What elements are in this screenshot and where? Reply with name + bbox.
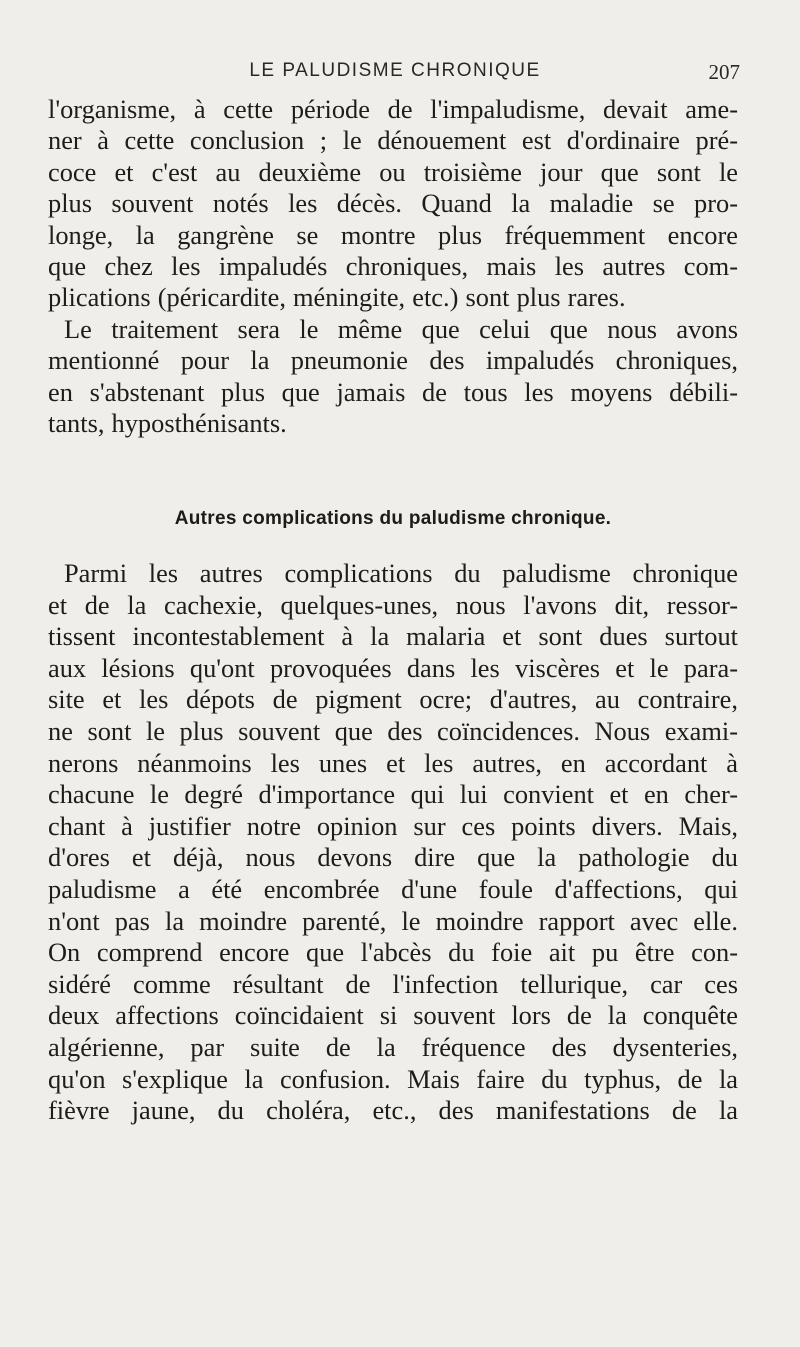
text-line: chacune le degré d'importance qui lui convient et en cher- bbox=[48, 779, 738, 810]
section-heading: Autres complications du paludisme chronique. bbox=[174, 508, 612, 529]
text-line: ner à cette conclusion ; le dénouement est d'ordinaire pré- bbox=[48, 125, 738, 156]
text-line: tants, hyposthénisants. bbox=[48, 407, 287, 438]
text-line: l'organisme, à cette période de l'impaludisme, devait ame- bbox=[48, 94, 738, 124]
text-line: d'ores et déjà, nous devons dire que la pathologie du bbox=[48, 842, 738, 873]
text-line: algérienne, par suite de la fréquence des dysenteries, bbox=[48, 1031, 738, 1062]
body-text-top bbox=[48, 94, 738, 439]
text-line: Le traitement sera le même que celui que nous avons bbox=[64, 313, 738, 344]
text-line: On comprend encore que l'abcès du foie ait pu être con- bbox=[48, 937, 738, 968]
text-line: longe, la gangrène se montre plus fréquemment encore bbox=[48, 219, 738, 250]
text-line: et de la cachexie, quelques-unes, nous l'avons dit, ressor- bbox=[48, 589, 738, 620]
text-line: nerons néanmoins les unes et les autres, en accordant à bbox=[48, 747, 738, 778]
text-line: Parmi les autres complications du paludisme chronique bbox=[64, 558, 738, 588]
body-text-bottom bbox=[48, 558, 738, 1127]
text-line: mentionné pour la pneumonie des impaludés chroniques, bbox=[48, 345, 738, 376]
text-line: deux affections coïncidaient si souvent lors de la conquête bbox=[48, 1000, 738, 1031]
text-line: n'ont pas la moindre parenté, le moindre rapport avec elle. bbox=[48, 905, 738, 936]
text-line: ne sont le plus souvent que des coïncidences. Nous exami- bbox=[48, 715, 738, 746]
text-line: qu'on s'explique la confusion. Mais faire du typhus, de la bbox=[48, 1063, 738, 1094]
running-title: LE PALUDISME CHRONIQUE bbox=[249, 60, 541, 81]
text-line: coce et c'est au deuxième ou troisième jour que sont le bbox=[48, 156, 738, 187]
text-line: site et les dépots de pigment ocre; d'autres, au contraire, bbox=[48, 684, 738, 715]
page-number: 207 bbox=[708, 60, 740, 84]
text-line: sidéré comme résultant de l'infection tellurique, car ces bbox=[48, 968, 738, 999]
text-line: aux lésions qu'ont provoquées dans les viscères et le para- bbox=[48, 652, 738, 683]
text-line: plus souvent notés les décès. Quand la maladie se pro- bbox=[48, 188, 738, 219]
text-line: paludisme a été encombrée d'une foule d'affections, qui bbox=[48, 873, 738, 904]
text-line: tissent incontestablement à la malaria et sont dues surtout bbox=[48, 621, 738, 652]
running-head bbox=[50, 60, 740, 94]
text-line: fièvre jaune, du choléra, etc., des manifestations de la bbox=[48, 1095, 738, 1126]
text-line: chant à justifier notre opinion sur ces points divers. Mais, bbox=[48, 810, 738, 841]
text-line: en s'abstenant plus que jamais de tous les moyens débili- bbox=[48, 376, 738, 407]
text-line: plications (péricardite, méningite, etc.) sont plus rares. bbox=[48, 282, 626, 313]
text-line: que chez les impaludés chroniques, mais les autres com- bbox=[48, 250, 738, 281]
